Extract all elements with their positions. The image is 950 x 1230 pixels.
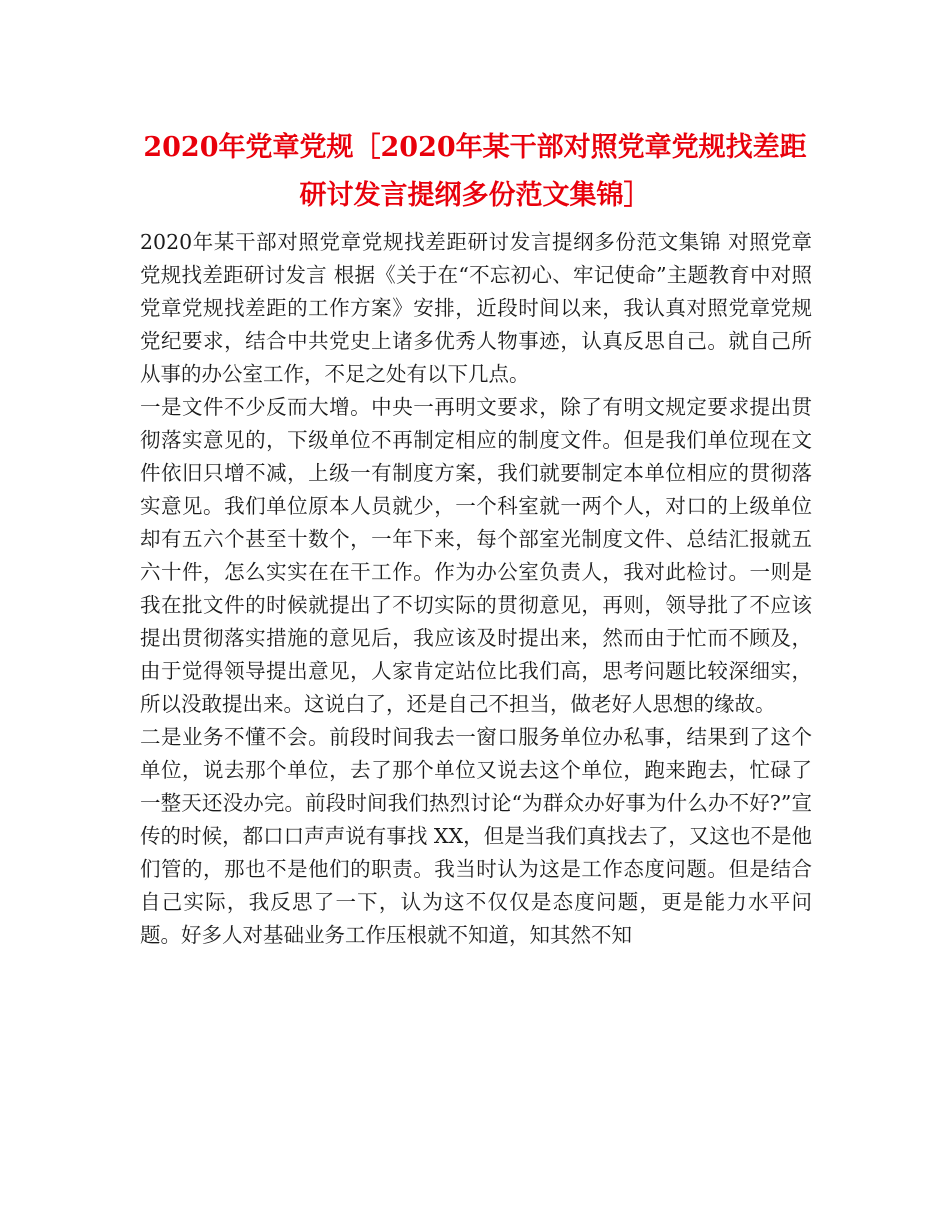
paragraph-point-two: 二是业务不懂不会。前段时间我去一窗口服务单位办私事，结果到了这个单位，说去那个单位，去了那个单位又说去这个单位，跑来跑去，忙碌了一整天还没办完。前段时间我们热烈讨论“为群众办好事为什么办不好?”宣传的时候，都口口声声说有事找 XX，但是当我们真找去了，又这也不是他们管的，那也不是他们的职责。我当时认为这是工作态度问题。但是结合自己实际，我反思了一下，认为这不仅仅是态度问题，更是能力水平问题。好多人对基础业务工作压根就不知道，知其然不知	[140, 725, 812, 947]
paragraph-point-one: 一是文件不少反而大增。中央一再明文要求，除了有明文规定要求提出贯彻落实意见的，下级单位不再制定相应的制度文件。但是我们单位现在文件依旧只增不减，上级一有制度方案，我们就要制定本单位相应的贯彻落实意见。我们单位原本人员就少，一个科室就一两个人，对口的上级单位却有五六个甚至十数个，一年下来，每个部室光制度文件、总结汇报就五六十件，怎么实实在在干工作。作为办公室负责人，我对此检讨。一则是我在批文件的时候就提出了不切实际的贯彻意见，再则，领导批了不应该提出贯彻落实措施的意见后，我应该及时提出来，然而由于忙而不顾及，由于觉得领导提出意见，人家肯定站位比我们高，思考问题比较深细实，所以没敢提出来。这说白了，还是自己不担当，做老好人思想的缘故。	[140, 395, 812, 716]
title-line-2: 研讨发言提纲多份范文集锦］	[299, 180, 651, 211]
paragraph-intro: 2020年某干部对照党章党规找差距研讨发言提纲多份范文集锦 对照党章党规找差距研讨发言 根据《关于在“不忘初心、牢记使命”主题教育中对照党章党规找差距的工作方案》安排，近段时间以来，我认真对照党章党规党纪要求，结合中共党史上诸多优秀人物事迹，认真反思自己。就自己所从事的办公室工作，不足之处有以下几点。	[140, 230, 812, 386]
document-title	[120, 124, 830, 220]
title-line-1: 2020年党章党规［2020年某干部对照党章党规找差距	[143, 132, 807, 163]
document-body	[140, 226, 812, 952]
